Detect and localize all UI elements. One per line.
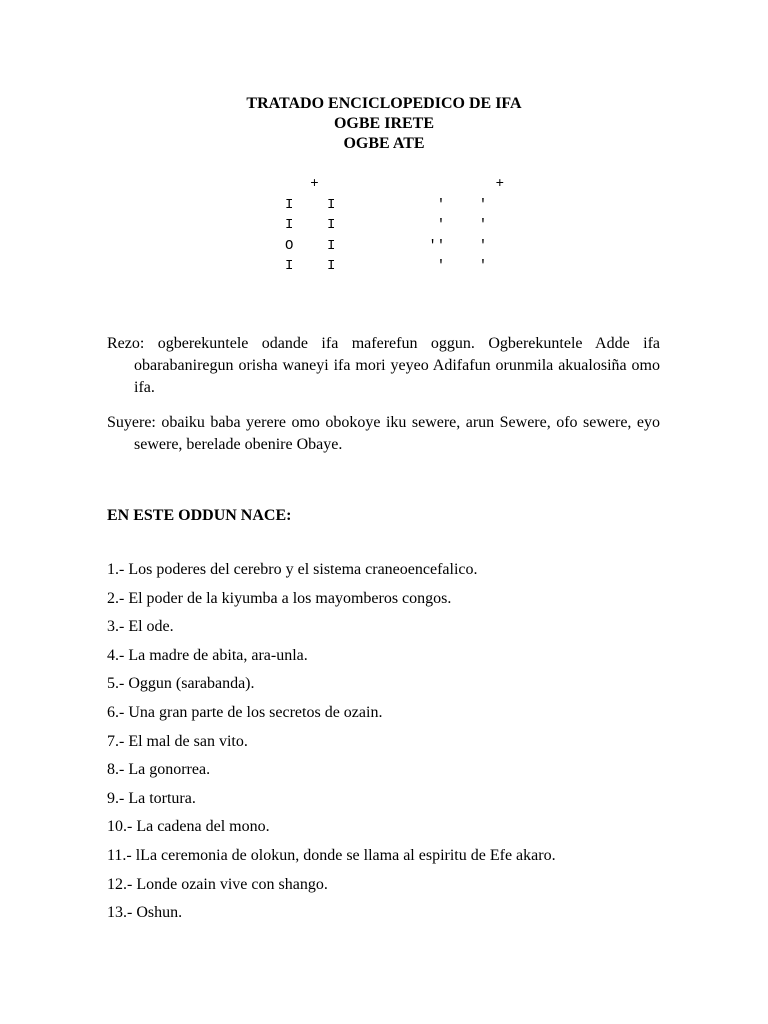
list-item: 9.- La tortura. [107, 789, 196, 807]
list-item: 13.- Oshun. [107, 904, 183, 922]
list-item: 12.- Londe ozain vive con shango. [107, 875, 328, 893]
list-item: 4.- La madre de abita, ara-unla. [107, 646, 308, 664]
suyere-paragraph: Suyere: obaiku baba yerere omo obokoye iku sewere, arun Sewere, ofo sewere, eyo sewere, berelade obenire Obaye. [107, 414, 660, 453]
ifa-sign-left: + I I I I O I I I [285, 176, 336, 274]
list-item: 1.- Los poderes del cerebro y el sistema craneoencefalico. [107, 561, 478, 578]
rezo-paragraph: Rezo: ogberekuntele odande ifa maferefun oggun. Ogberekuntele Adde ifa obarabaniregun orisha waneyi ifa mori yeyeo Adifafun orunmila akualosiña omo ifa. [107, 335, 660, 396]
list-item: 10.- La cadena del mono. [107, 818, 270, 836]
list-item: 6.- Una gran parte de los secretos de ozain. [107, 703, 383, 721]
oddun-items-list [107, 559, 667, 931]
list-item: 11.- lLa ceremonia de olokun, donde se llama al espiritu de Efe akaro. [107, 846, 556, 864]
list-item: 7.- El mal de san vito. [107, 732, 248, 750]
title-line-1: TRATADO ENCICLOPEDICO DE IFA [246, 95, 522, 112]
list-item: 8.- La gonorrea. [107, 761, 211, 779]
section-heading: EN ESTE ODDUN NACE: [107, 507, 292, 524]
title-line-3: OGBE ATE [343, 135, 425, 152]
ifa-sign-right: + ' ' ' ' '' ' ' ' [428, 176, 505, 274]
list-item: 2.- El poder de la kiyumba a los mayomberos congos. [107, 589, 452, 607]
list-item: 5.- Oggun (sarabanda). [107, 675, 255, 693]
title-line-2: OGBE IRETE [333, 115, 435, 132]
list-item: 3.- El ode. [107, 618, 174, 636]
document-title [0, 94, 768, 154]
